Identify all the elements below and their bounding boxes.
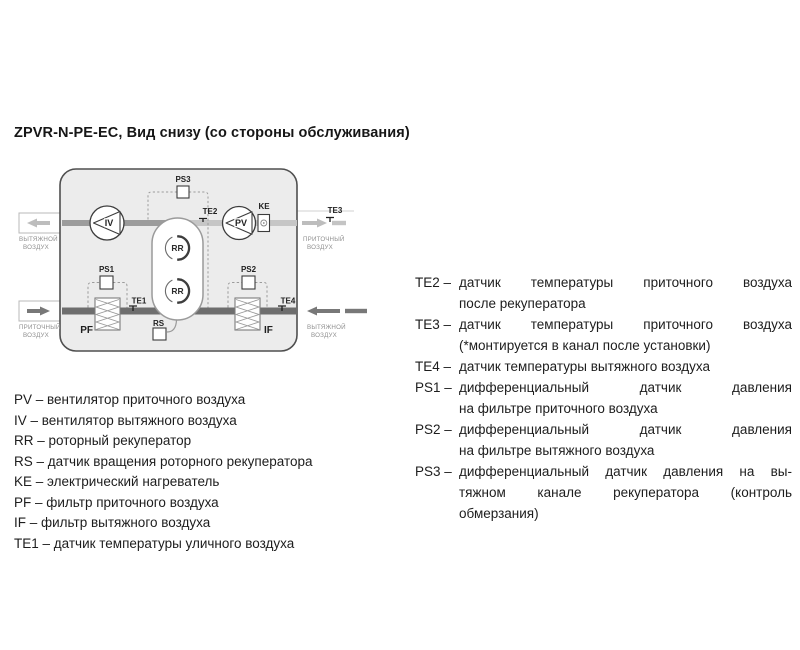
legend-item-pv: PV – вентилятор приточного воздуха [14,392,246,407]
ps1-sensor [100,276,113,289]
ke-heater-dot [263,222,265,224]
air-caption-exhaust-out-line2: ВОЗДУХ [23,244,49,251]
definition-line: (*монтируется в канал после установки) [459,338,711,353]
if-label: IF [264,325,273,336]
ps1-label: PS1 [98,265,115,274]
definition-line: на фильтре приточного воздуха [459,401,658,416]
rotary-recuperator-housing [152,218,203,320]
legend-entry-ps1 [415,377,792,419]
legend-entry-te2 [415,272,792,314]
definition-line: датчик температуры вытяжного воздуха [459,359,711,374]
ventilation-unit-diagram [10,160,410,375]
exhaust-in-duct-bar [345,309,367,313]
page-title: ZPVR-N-PE-EC, Вид снизу (со стороны обслуживания) [14,125,410,141]
ps2-label: PS2 [240,265,257,274]
definition-line: дифференциальный датчик давления на вы- [459,464,792,479]
definition-line: датчик температуры приточного воздуха [459,317,792,332]
legend-definition [459,356,792,377]
supply-out-arrow [302,219,327,228]
legend-entry-ps2 [415,419,792,461]
definition-line: на фильтре вытяжного воздуха [459,443,655,458]
legend-item-te1: TE1 – датчик температуры уличного воздуха [14,535,295,551]
iv-fan [90,206,124,240]
legend-entry-te3 [415,314,792,356]
ps3-sensor [177,186,189,198]
legend-item-iv: IV – вентилятор вытяжного воздуха [14,412,237,428]
te4-label: TE4 [280,296,296,306]
definition-line: дифференциальный датчик давления [459,422,792,437]
supply-out-duct-bar [332,221,346,225]
definition-line: дифференциальный датчик давления [459,380,792,395]
legend-right [415,272,792,524]
te1-label: TE1 [131,296,147,306]
definition-line: после рекуператора [459,296,586,311]
legend-entry-ps3 [415,461,792,524]
legend-definition [459,377,792,419]
legend-item-if: IF – фильтр вытяжного воздуха [14,515,211,530]
rotor-label: RR [171,286,184,296]
pv-fan [223,207,256,240]
legend-entry-te4 [415,356,792,377]
te2-label: TE2 [202,207,218,216]
definition-line: обмерзания) [459,506,539,521]
definition-line: датчик температуры приточного воздуха [459,275,792,290]
air-caption-supply-out-line1: ПРИТОЧНЫЙ [303,236,345,243]
ps2-sensor [242,276,255,289]
pv-label: PV [234,218,248,228]
air-caption-supply-in-line2: ВОЗДУХ [23,332,49,339]
air-caption-supply-out-line2: ВОЗДУХ [307,244,333,251]
legend-definition [459,419,792,461]
air-caption-supply-in-line1: ПРИТОЧНЫЙ [19,324,61,331]
legend-definition [459,272,792,314]
legend-term: PS2 – [415,422,452,437]
iv-label: IV [104,218,114,228]
ke-heater [258,215,270,232]
legend-term: PS3 – [415,464,452,479]
legend-item-pf: PF – фильтр приточного воздуха [14,494,219,510]
pf-filter [95,298,120,330]
legend-item-rs: RS – датчик вращения роторного рекуператора [14,453,313,469]
te3-label: TE3 [327,206,343,215]
legend-item-ke: KE – электрический нагреватель [14,474,220,489]
rs-label: RS [153,319,165,328]
ps3-label: PS3 [175,175,191,184]
definition-line: тяжном канале рекуператора (контроль [459,485,792,500]
diagram-canvas [10,160,410,375]
rotor-label: RR [171,243,184,253]
air-caption-exhaust-in-line1: ВЫТЯЖНОЙ [307,324,346,331]
legend-term: PS1 – [415,380,452,395]
legend-term: TE3 – [415,317,452,332]
legend-term: TE4 – [415,359,452,374]
legend-definition [459,461,792,524]
legend-definition [459,314,792,356]
exhaust-in-arrow [307,307,340,316]
legend-left [14,390,313,554]
air-caption-exhaust-out-line1: ВЫТЯЖНОЙ [19,236,58,243]
rs-sensor [153,328,166,340]
if-filter [235,298,260,330]
ke-label: KE [258,202,270,211]
air-caption-exhaust-in-line2: ВОЗДУХ [311,332,337,339]
pf-label: PF [80,325,93,336]
legend-item-rr: RR – роторный рекуператор [14,433,192,448]
legend-term: TE2 – [415,275,452,290]
